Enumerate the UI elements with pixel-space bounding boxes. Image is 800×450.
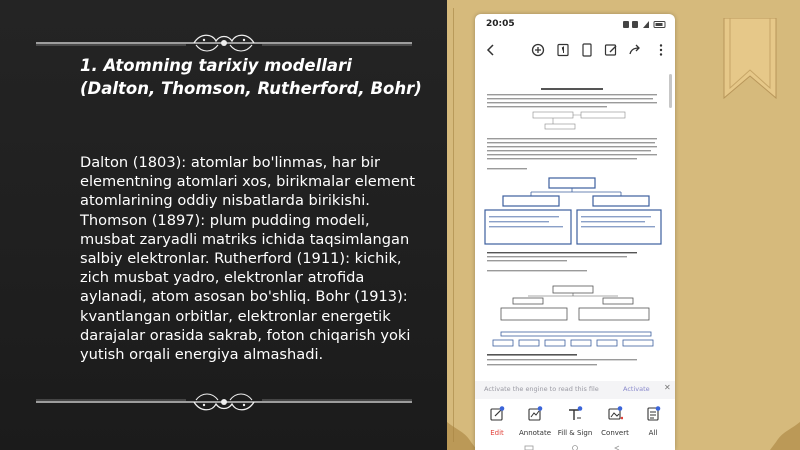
document-page-preview[interactable] [483,84,663,384]
share-icon[interactable] [627,42,643,58]
tool-all[interactable] [633,406,673,442]
system-nav-bar [475,444,675,450]
all-tools-icon [645,406,661,422]
bookmark-icon [718,18,782,102]
tool-annotate[interactable] [515,406,555,442]
bottom-tool-bar [475,402,675,442]
corner-ornament-icon [760,402,800,450]
status-bar [475,14,675,36]
suggestion-bar [475,381,675,399]
page-view-icon[interactable] [579,42,595,58]
edit-text-icon [489,406,505,422]
tool-label: Fill & Sign [557,429,593,437]
panel-divider [453,8,454,442]
annotate-icon [527,406,543,422]
scrollbar-thumb[interactable] [669,74,672,108]
suggestion-link[interactable]: Activate [623,385,650,393]
status-icons [623,20,667,29]
suggestion-text: Activate the engine to read this file [484,385,599,393]
slide-body-text: Dalton (1803): atomlar bo'linmas, har bir elementning atomlari xos, birikmalar element atomlarining oddiy nisbatlarda birikishi. Thomson (1897): plum pudding modeli, musbat zaryadli matriks ichida taqsimlangan salbiy elektronlar. Rutherford (1911): kichik, zich musbat yadro, elektronlar atrofida aylanadi, atom asosan bo'shliq. Bohr (1913): kvantlangan orbitlar, elektronlar energetik darajalar orasida sakrab, foton chiqarish yoki yutish orqali energiya almashadi. [80,154,415,364]
tool-label: All [648,429,658,437]
edit-icon[interactable] [603,42,619,58]
convert-icon [607,406,623,422]
ornament-top-icon [36,31,412,55]
tool-fill-sign[interactable] [555,406,595,442]
fill-sign-icon [567,406,583,422]
more-icon[interactable] [653,42,669,58]
page-number-icon[interactable] [555,42,571,58]
tool-edit[interactable] [477,406,517,442]
tool-label: Annotate [518,429,552,437]
status-time: 20:05 [486,19,515,29]
ornament-bottom-icon [36,390,412,414]
doc-toolbar [475,40,675,62]
tool-label: Edit [490,429,504,437]
tool-convert[interactable] [595,406,635,442]
add-circle-icon[interactable] [530,42,546,58]
close-icon[interactable]: ✕ [664,383,671,392]
slide-title: 1. Atomning tarixiy modellari (Dalton, Thomson, Rutherford, Bohr) [80,56,422,98]
tool-label: Convert [601,429,629,437]
back-icon[interactable] [483,42,499,58]
phone-screenshot [475,14,675,450]
